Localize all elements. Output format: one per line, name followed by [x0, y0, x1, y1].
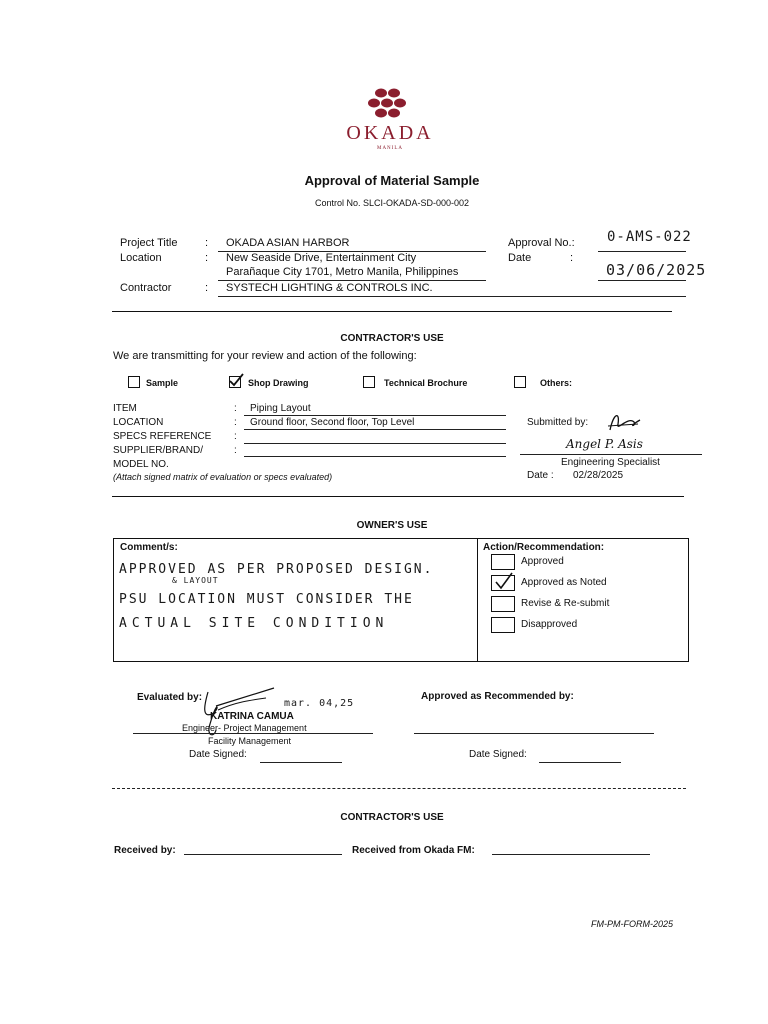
submitted-date-value: 02/28/2025 [573, 470, 624, 481]
comment-line-1b: & LAYOUT [172, 576, 219, 585]
check-mark-icon [228, 373, 244, 387]
check-mark-icon [494, 572, 514, 590]
submitter-title: Engineering Specialist [561, 457, 660, 468]
approved-as-noted-label: Approved as Noted [521, 577, 607, 588]
submitted-by-label: Submitted by: [527, 417, 589, 428]
submitted-date-label: Date : [527, 470, 554, 481]
colon: : [205, 237, 209, 249]
contractors-use-heading: CONTRACTOR'S USE [340, 333, 444, 344]
item-label: ITEM [113, 403, 137, 414]
approver-signature-line[interactable] [414, 733, 654, 734]
colon: : [205, 282, 209, 294]
supplier-field[interactable] [244, 456, 506, 457]
model-no-label: MODEL NO. [113, 459, 169, 470]
date-underline [598, 280, 686, 281]
location-item-underline [244, 429, 506, 430]
colon: : [205, 252, 209, 264]
approved-as-recommended-label: Approved as Recommended by: [421, 691, 574, 702]
supplier-label: SUPPLIER/BRAND/ [113, 445, 204, 456]
logo-text: OKADA [346, 122, 434, 144]
approved-checkbox[interactable] [491, 554, 515, 570]
date-signed-label: Date Signed: [189, 749, 247, 760]
evaluator-title-2: Facility Management [208, 736, 292, 746]
action-recommendation-label: Action/Recommendation: [483, 542, 605, 553]
action-disapproved[interactable] [491, 617, 671, 633]
attach-note: (Attach signed matrix of evaluation or specs evaluated) [113, 472, 333, 482]
option-shop-drawing[interactable] [229, 376, 329, 390]
option-others[interactable] [514, 376, 594, 390]
submitter-signature-line [520, 454, 702, 455]
revise-resubmit-label: Revise & Re-submit [521, 598, 610, 609]
received-by-field[interactable] [184, 854, 342, 855]
disapproved-label: Disapproved [521, 619, 578, 630]
action-approved-as-noted[interactable] [491, 575, 671, 591]
approval-no-value: 0-AMS-022 [607, 229, 692, 245]
option-sample[interactable] [128, 376, 208, 390]
location-item-label: LOCATION [113, 417, 164, 428]
specs-reference-field[interactable] [244, 443, 506, 444]
technical-brochure-checkbox[interactable] [363, 376, 375, 388]
colon: : [570, 252, 574, 264]
approval-no-label: Approval No.: [508, 237, 575, 249]
box-divider [477, 539, 478, 661]
received-from-label: Received from Okada FM: [352, 845, 475, 856]
section-divider [112, 496, 684, 497]
date-signed-label-2: Date Signed: [469, 749, 527, 760]
sample-label: Sample [146, 378, 179, 388]
colon: : [234, 445, 237, 456]
date-signed-field[interactable] [260, 762, 342, 763]
evaluator-title-1: Engineer- Project Management [182, 723, 307, 733]
dashed-divider [112, 788, 686, 789]
location-line1: New Seaside Drive, Entertainment City [226, 252, 417, 264]
received-from-field[interactable] [492, 854, 650, 855]
document-title: Approval of Material Sample [304, 173, 480, 188]
logo-mark-icon [330, 86, 450, 122]
item-value: Piping Layout [250, 403, 311, 414]
location-line2: Parañaque City 1701, Metro Manila, Philippines [226, 266, 459, 278]
comment-line-3: ACTUAL SITE CONDITION [119, 616, 389, 631]
contractor-value: SYSTECH LIGHTING & CONTROLS INC. [226, 282, 433, 294]
technical-brochure-label: Technical Brochure [384, 378, 468, 388]
evaluator-name: KATRINA CAMUA [210, 711, 294, 722]
approved-label: Approved [521, 556, 564, 567]
others-label: Others: [540, 378, 573, 388]
colon: : [234, 431, 237, 442]
location-item-value: Ground floor, Second floor, Top Level [250, 417, 415, 428]
colon: : [234, 403, 237, 414]
contractor-label: Contractor [120, 282, 172, 294]
location-underline [218, 280, 486, 281]
shop-drawing-label: Shop Drawing [248, 378, 309, 388]
form-code: FM-PM-FORM-2025 [591, 919, 674, 929]
control-number: Control No. SLCI-OKADA-SD-000-002 [314, 198, 470, 208]
action-revise-resubmit[interactable] [491, 596, 671, 612]
revise-resubmit-checkbox[interactable] [491, 596, 515, 612]
contractors-use-heading-2: CONTRACTOR'S USE [340, 812, 444, 823]
date-value: 03/06/2025 [606, 261, 707, 279]
action-approved[interactable] [491, 554, 671, 570]
submitter-signature-icon [604, 408, 644, 438]
okada-logo [330, 86, 450, 156]
evaluator-signature-line [133, 733, 373, 734]
location-label: Location [120, 252, 162, 264]
evaluated-by-label: Evaluated by: [137, 692, 203, 703]
contractor-underline [218, 296, 686, 297]
date-label: Date [508, 252, 532, 264]
evaluation-date: mar. 04,25 [284, 698, 355, 709]
owners-use-heading: OWNER'S USE [356, 520, 428, 531]
specs-reference-label: SPECS REFERENCE [113, 431, 212, 442]
item-underline [244, 415, 506, 416]
approval-underline [598, 251, 686, 252]
sample-checkbox[interactable] [128, 376, 140, 388]
comment-line-1: APPROVED AS PER PROPOSED DESIGN. [119, 562, 434, 577]
received-by-label: Received by: [114, 845, 176, 856]
comment-line-2: PSU LOCATION MUST CONSIDER THE [119, 592, 414, 607]
project-title-label: Project Title [120, 237, 178, 249]
comments-label: Comment/s: [120, 542, 178, 553]
submitter-name: Angel P. Asis [566, 437, 643, 451]
date-signed-field-2[interactable] [539, 762, 621, 763]
disapproved-checkbox[interactable] [491, 617, 515, 633]
transmittal-intro: We are transmitting for your review and action of the following: [113, 350, 417, 362]
option-technical-brochure[interactable] [363, 376, 483, 390]
logo-subtext: MANILA [377, 146, 403, 151]
section-divider [112, 311, 672, 312]
project-title-value: OKADA ASIAN HARBOR [226, 237, 350, 249]
colon: : [234, 417, 237, 428]
others-checkbox[interactable] [514, 376, 526, 388]
